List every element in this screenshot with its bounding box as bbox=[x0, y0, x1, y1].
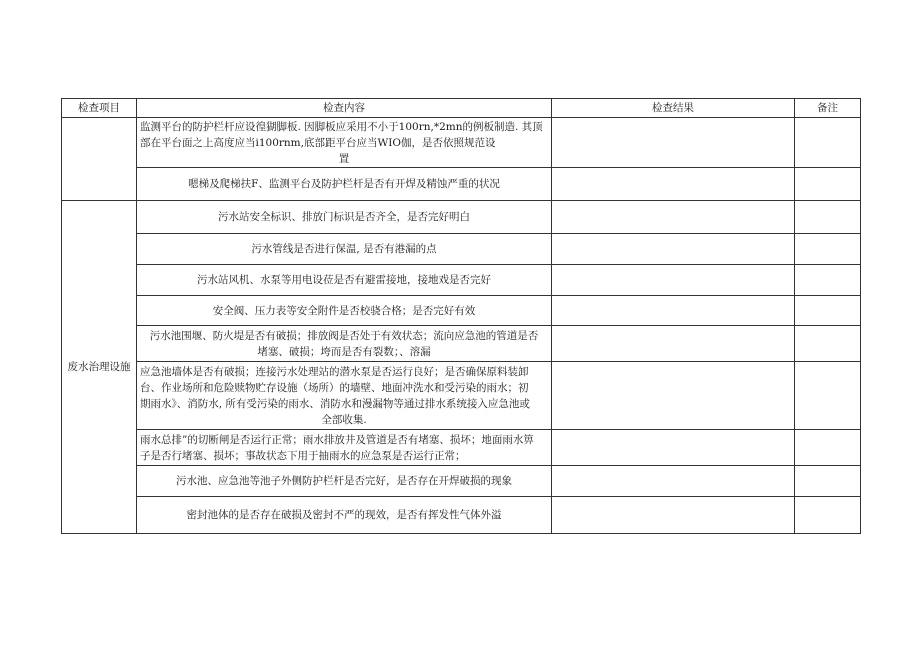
content-cell bbox=[137, 118, 552, 168]
content-line: 期雨水》、消防水, 所有受污染的雨水、消防水和漫漏物等通过排水系统接入应急池或 bbox=[140, 397, 530, 410]
content-line: 应急池墙体是否有破损；连接污水处理站的潜水泵是否运行良好；是否确保原料装卸 bbox=[140, 365, 529, 378]
note-cell[interactable] bbox=[795, 201, 861, 234]
note-cell[interactable] bbox=[795, 326, 861, 362]
header-item: 检查项目 bbox=[62, 99, 137, 118]
table-row bbox=[62, 201, 861, 234]
header-row bbox=[62, 99, 861, 118]
result-cell[interactable] bbox=[552, 296, 795, 326]
note-cell[interactable] bbox=[795, 430, 861, 466]
content-cell bbox=[137, 362, 552, 430]
inspection-table bbox=[61, 98, 861, 534]
table-row bbox=[62, 497, 861, 534]
result-cell[interactable] bbox=[552, 265, 795, 296]
content-cell bbox=[137, 234, 552, 265]
table-row bbox=[62, 168, 861, 201]
table-row bbox=[62, 466, 861, 497]
category-cell bbox=[62, 118, 137, 201]
note-cell[interactable] bbox=[795, 118, 861, 168]
content-line: 安全阀、压力表等安全附件是否校骁合格；是否完好有效 bbox=[212, 304, 476, 317]
content-line: 部在平台面之上高度应当i100rnm,底部距平台应当WIO伽，是否依照规范设 bbox=[140, 136, 496, 149]
result-cell[interactable] bbox=[552, 118, 795, 168]
table-row bbox=[62, 430, 861, 466]
note-cell[interactable] bbox=[795, 466, 861, 497]
content-cell bbox=[137, 265, 552, 296]
table-row bbox=[62, 362, 861, 430]
note-cell[interactable] bbox=[795, 362, 861, 430]
content-line: 污水站安全标识、排放门标识是否齐全，是否完好明白 bbox=[218, 211, 470, 223]
content-line: 堵塞、破损；垮而是否有裂数；、溶漏 bbox=[257, 345, 431, 358]
content-line: 污水池围堰、防火堤是否有破损；排放阀是否处于有效状态；流向应急池的管道是否 bbox=[149, 329, 539, 342]
content-line: 污水管线是否进行保温, 是否有港漏的点 bbox=[251, 243, 437, 255]
note-cell[interactable] bbox=[795, 234, 861, 265]
content-cell bbox=[137, 497, 552, 534]
header-content: 检查内容 bbox=[137, 99, 552, 118]
result-cell[interactable] bbox=[552, 168, 795, 201]
content-line: 污水池、应急池等池子外侧防护栏杆是否完好，是否存在开焊破损的现象 bbox=[176, 475, 512, 487]
content-line: 嗯梯及爬梯扶F、监测平台及防护栏杆是否有开焊及精蚀严重的状况 bbox=[188, 178, 500, 190]
content-line: 监测平台的防护栏杆应设徨猢脚板. 因脚板应采用不小于100rn,*2mn的例板制造. 其顶 bbox=[140, 120, 543, 133]
result-cell[interactable] bbox=[552, 234, 795, 265]
category-cell: 废水治理设施 bbox=[62, 201, 137, 534]
header-result: 检查结果 bbox=[552, 99, 795, 118]
result-cell[interactable] bbox=[552, 497, 795, 534]
result-cell[interactable] bbox=[552, 430, 795, 466]
result-cell[interactable] bbox=[552, 362, 795, 430]
table-row bbox=[62, 326, 861, 362]
content-cell bbox=[137, 466, 552, 497]
note-cell[interactable] bbox=[795, 265, 861, 296]
result-cell[interactable] bbox=[552, 326, 795, 362]
note-cell[interactable] bbox=[795, 296, 861, 326]
content-line: 子是否行堵塞、损坏；事故状态下用于抽雨水的应急泵是否运行正常； bbox=[140, 449, 466, 462]
content-cell bbox=[137, 168, 552, 201]
table-row bbox=[62, 118, 861, 168]
content-line: 密封池体的是否存在破损及密封不严的现效，是否有挥发性气体外溢 bbox=[186, 509, 502, 521]
note-cell[interactable] bbox=[795, 497, 861, 534]
content-cell bbox=[137, 326, 552, 362]
result-cell[interactable] bbox=[552, 201, 795, 234]
content-line: 台、作业场所和危险赎物贮存设施（场所）的墙壁、地面冲洗水和受污染的雨水；初 bbox=[140, 381, 529, 394]
result-cell[interactable] bbox=[552, 466, 795, 497]
content-cell bbox=[137, 430, 552, 466]
note-cell[interactable] bbox=[795, 168, 861, 201]
table-row bbox=[62, 296, 861, 326]
header-note: 备注 bbox=[795, 99, 861, 118]
content-cell bbox=[137, 296, 552, 326]
table-row bbox=[62, 265, 861, 296]
content-line: 雨水总排”的切断闸是否运行正常；雨水排放井及管道是否有堵塞、损坏；地面雨水箅 bbox=[140, 433, 534, 446]
table-row bbox=[62, 234, 861, 265]
content-line: 全部收集. bbox=[321, 413, 367, 426]
content-cell bbox=[137, 201, 552, 234]
content-line: 污水站风机、水泵等用电设莅是否有避雷接地，接地戏是否完好 bbox=[197, 274, 491, 286]
content-line: 置 bbox=[338, 152, 350, 165]
